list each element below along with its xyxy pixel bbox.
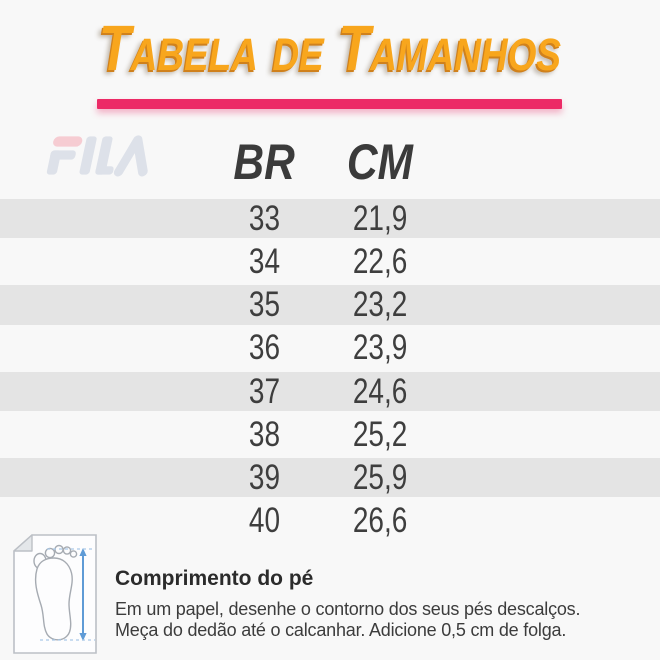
column-header-br	[206, 133, 322, 191]
br-size-cell: 35	[248, 285, 280, 325]
table-header-row	[0, 131, 660, 193]
size-table-body	[0, 197, 660, 543]
table-row	[0, 456, 660, 499]
table-row	[0, 283, 660, 326]
cm-length-cell: 23,2	[352, 285, 408, 325]
paper-fold	[14, 535, 32, 551]
foot-measure-icon	[10, 533, 102, 655]
cm-length-cell: 25,9	[352, 458, 408, 498]
table-row	[0, 413, 660, 456]
cm-length-cell: 25,2	[352, 414, 408, 454]
cm-length-cell: 24,6	[352, 371, 408, 411]
page-title-wrap	[0, 10, 660, 86]
br-size-cell: 34	[248, 241, 280, 281]
br-size-cell: 33	[248, 199, 280, 238]
br-size-cell: 39	[248, 458, 280, 498]
table-row	[0, 240, 660, 283]
pink-divider	[97, 99, 562, 109]
instructions-heading: Comprimento do pé	[115, 567, 314, 590]
br-size-cell: 40	[248, 500, 280, 540]
br-size-cell: 36	[248, 328, 280, 368]
table-row	[0, 197, 660, 240]
column-header-cm-label: CM	[346, 134, 414, 190]
cm-length-cell: 21,9	[352, 199, 408, 238]
br-size-cell: 37	[248, 371, 280, 411]
cm-length-cell: 23,9	[352, 328, 408, 368]
cm-length-cell: 22,6	[352, 241, 408, 281]
column-header-br-label: BR	[233, 134, 295, 190]
table-row	[0, 370, 660, 413]
instructions-line-2: Meça do dedão até o calcanhar. Adicione 0,5 cm de folga.	[115, 620, 567, 640]
br-size-cell: 38	[248, 414, 280, 454]
page-title: Tabela de Tamanhos	[98, 12, 562, 84]
column-header-cm	[322, 133, 438, 191]
cm-length-cell: 26,6	[352, 500, 408, 540]
table-row	[0, 327, 660, 370]
instructions-line-1: Em um papel, desenhe o contorno dos seus pés descalços.	[115, 599, 581, 619]
